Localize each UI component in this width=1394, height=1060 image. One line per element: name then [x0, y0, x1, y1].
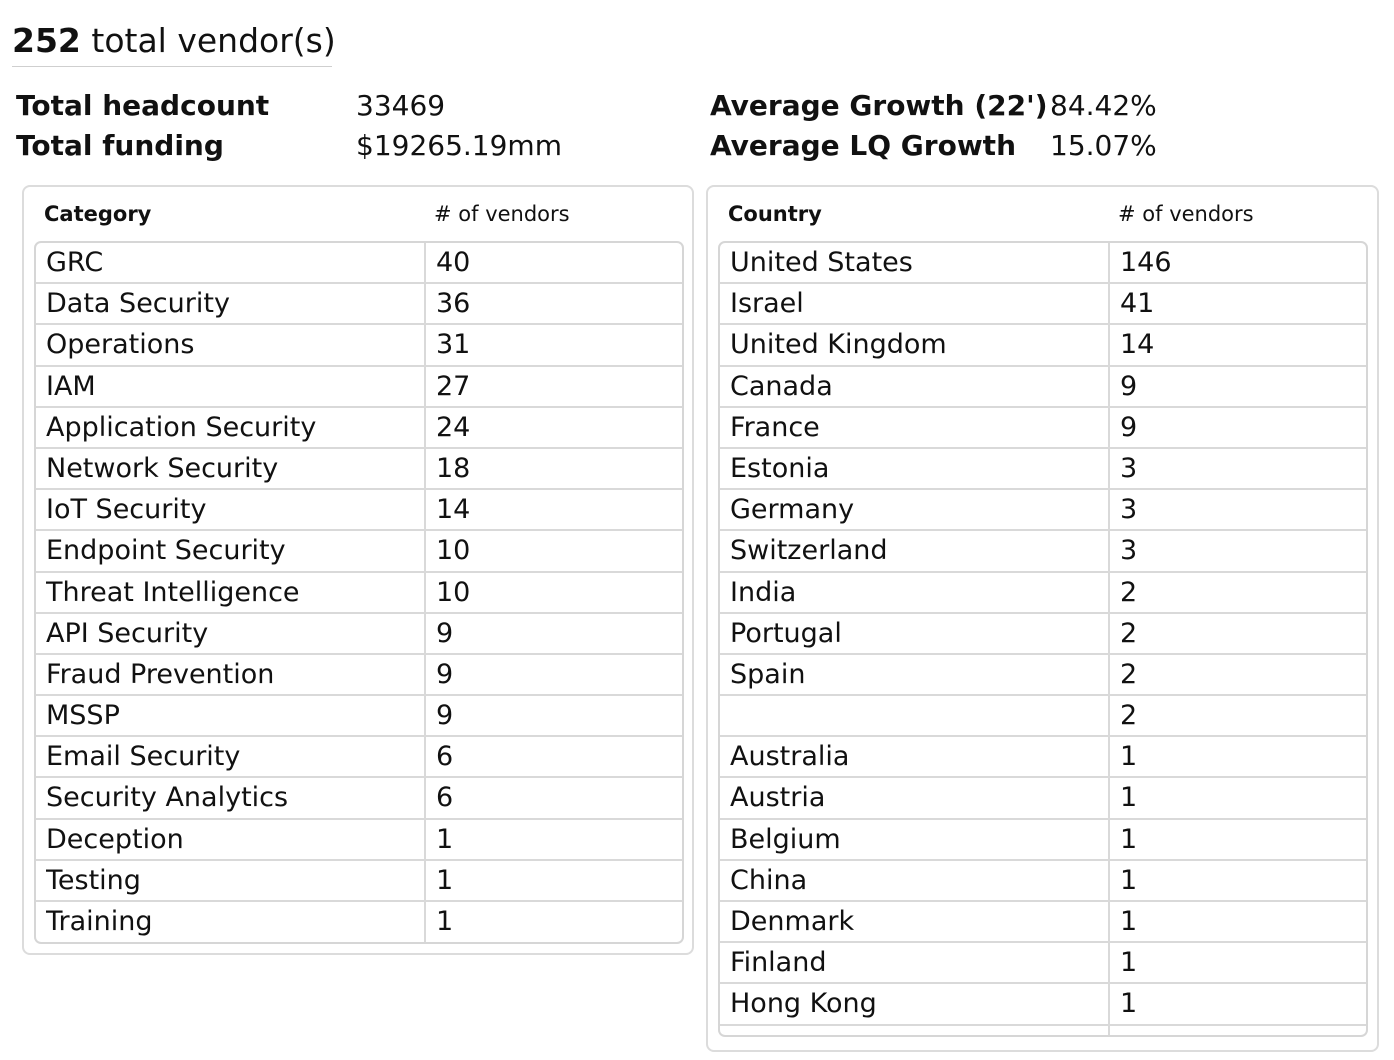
table-row — [36, 737, 682, 778]
table-row — [720, 778, 1366, 819]
column-divider — [1108, 449, 1110, 488]
table-row — [720, 614, 1366, 655]
row-count-cell: 18 — [436, 452, 471, 484]
row-name-cell: Email Security — [46, 741, 241, 773]
total-vendors-count: 252 — [12, 21, 81, 60]
row-count-cell: 1 — [1120, 782, 1138, 814]
row-name-cell: Canada — [730, 370, 833, 402]
table-row — [720, 861, 1366, 902]
row-count-cell: 1 — [1120, 741, 1138, 773]
row-name-cell: United States — [730, 247, 913, 278]
column-divider — [424, 325, 426, 364]
row-name-cell: France — [730, 411, 820, 443]
table-row — [36, 325, 682, 366]
table-row — [36, 696, 682, 737]
table-row — [36, 243, 682, 284]
column-divider — [424, 861, 426, 900]
row-name-cell: India — [730, 576, 797, 608]
column-divider — [424, 531, 426, 570]
country-count-column-header[interactable]: # of vendors — [1118, 202, 1254, 226]
column-divider — [424, 367, 426, 406]
row-count-cell: 9 — [1120, 411, 1138, 443]
column-divider — [1108, 902, 1110, 941]
row-count-cell: 6 — [436, 782, 454, 814]
row-count-cell: 31 — [436, 329, 471, 361]
row-count-cell: 14 — [436, 494, 471, 526]
total-vendors-heading — [12, 20, 336, 67]
row-count-cell: 36 — [436, 288, 471, 320]
column-divider — [1108, 943, 1110, 982]
row-count-cell: 1 — [436, 906, 454, 937]
row-name-cell: Israel — [730, 288, 804, 320]
country-column-header[interactable]: Country — [728, 202, 822, 226]
total-headcount-value: 33469 — [356, 89, 446, 122]
row-name-cell: Training — [46, 906, 153, 937]
table-row — [720, 531, 1366, 572]
row-count-cell: 146 — [1120, 247, 1172, 278]
row-name-cell: Network Security — [46, 452, 279, 484]
row-count-cell: 14 — [1120, 329, 1155, 361]
row-count-cell: 9 — [1120, 370, 1138, 402]
column-divider — [424, 902, 426, 943]
row-count-cell: 1 — [1120, 947, 1138, 979]
total-funding-label: Total funding — [16, 129, 224, 162]
row-count-cell: 10 — [436, 576, 471, 608]
row-name-cell: China — [730, 864, 808, 896]
row-count-cell: 3 — [1120, 452, 1138, 484]
column-divider — [424, 490, 426, 529]
column-divider — [1108, 861, 1110, 900]
country-panel — [706, 185, 1379, 1052]
column-divider — [424, 696, 426, 735]
row-name-cell: Australia — [730, 741, 850, 773]
row-count-cell: 3 — [1120, 535, 1138, 567]
row-name-cell: Data Security — [46, 288, 230, 320]
row-name-cell: Operations — [46, 329, 195, 361]
table-row — [36, 861, 682, 902]
column-divider — [1108, 820, 1110, 859]
column-divider — [424, 614, 426, 653]
row-name-cell: Deception — [46, 823, 184, 855]
column-divider — [1108, 325, 1110, 364]
row-count-cell: 1 — [436, 823, 454, 855]
column-divider — [424, 655, 426, 694]
row-count-cell: 9 — [436, 700, 454, 732]
table-row — [720, 984, 1366, 1025]
category-table — [34, 241, 684, 944]
row-name-cell: Finland — [730, 947, 827, 979]
column-divider — [424, 243, 426, 282]
total-funding-value: $19265.19mm — [356, 129, 562, 162]
column-divider — [1108, 696, 1110, 735]
average-growth-label: Average Growth (22') — [710, 89, 1048, 122]
column-divider — [1108, 284, 1110, 323]
row-count-cell: 27 — [436, 370, 471, 402]
row-count-cell: 2 — [1120, 700, 1138, 732]
category-panel — [22, 185, 694, 955]
column-divider — [424, 573, 426, 612]
column-divider — [1108, 737, 1110, 776]
column-divider — [1108, 531, 1110, 570]
column-divider — [1108, 614, 1110, 653]
row-name-cell — [730, 696, 1105, 735]
table-row — [36, 367, 682, 408]
column-divider — [1108, 408, 1110, 447]
row-count-cell: 10 — [436, 535, 471, 567]
table-row — [720, 902, 1366, 943]
row-name-cell: Austria — [730, 782, 826, 814]
row-name-cell: Germany — [730, 494, 855, 526]
average-growth-value: 84.42% — [1050, 89, 1157, 122]
column-divider — [1108, 573, 1110, 612]
total-vendors-label: total vendor(s) — [91, 21, 336, 60]
row-name-cell: Threat Intelligence — [46, 576, 300, 608]
category-column-header[interactable]: Category — [44, 202, 152, 226]
column-divider — [424, 778, 426, 817]
column-divider — [424, 408, 426, 447]
row-count-cell: 40 — [436, 247, 471, 278]
row-count-cell: 1 — [1120, 823, 1138, 855]
row-count-cell: 24 — [436, 411, 471, 443]
row-count-cell: 2 — [1120, 658, 1138, 690]
row-name-cell: IAM — [46, 370, 96, 402]
row-name-cell: Application Security — [46, 411, 317, 443]
table-row — [36, 614, 682, 655]
table-row — [720, 284, 1366, 325]
row-name-cell: Estonia — [730, 452, 830, 484]
column-divider — [424, 449, 426, 488]
column-divider — [1108, 778, 1110, 817]
table-row — [36, 655, 682, 696]
table-row — [720, 449, 1366, 490]
table-row — [720, 737, 1366, 778]
row-name-cell: API Security — [46, 617, 209, 649]
column-divider — [1108, 1026, 1110, 1037]
row-name-cell: MSSP — [46, 700, 120, 732]
table-row — [720, 943, 1366, 984]
row-name-cell: Endpoint Security — [46, 535, 286, 567]
row-name-cell: Portugal — [730, 617, 842, 649]
row-count-cell: 1 — [436, 864, 454, 896]
column-divider — [424, 284, 426, 323]
table-row — [720, 655, 1366, 696]
row-name-cell: United Kingdom — [730, 329, 947, 361]
table-row — [36, 902, 682, 943]
row-count-cell: 1 — [1120, 906, 1138, 937]
total-headcount-label: Total headcount — [16, 89, 270, 122]
row-name-cell: Belgium — [730, 823, 841, 855]
table-row — [36, 573, 682, 614]
average-lq-growth-value: 15.07% — [1050, 129, 1157, 162]
table-row — [36, 490, 682, 531]
table-row — [36, 531, 682, 572]
row-count-cell: 1 — [1120, 864, 1138, 896]
row-name-cell: Switzerland — [730, 535, 888, 567]
table-row — [36, 284, 682, 325]
table-row — [720, 696, 1366, 737]
column-divider — [424, 820, 426, 859]
table-row — [36, 408, 682, 449]
row-count-cell: 2 — [1120, 576, 1138, 608]
column-divider — [1108, 490, 1110, 529]
row-name-cell: Security Analytics — [46, 782, 289, 814]
category-count-column-header[interactable]: # of vendors — [434, 202, 570, 226]
table-row — [720, 1026, 1366, 1037]
row-count-cell: 1 — [1120, 988, 1138, 1020]
table-row — [720, 325, 1366, 366]
column-divider — [1108, 367, 1110, 406]
row-name-cell: Testing — [46, 864, 141, 896]
table-row — [720, 243, 1366, 284]
row-name-cell — [730, 1026, 1105, 1037]
column-divider — [1108, 655, 1110, 694]
table-row — [36, 778, 682, 819]
country-table[interactable] — [718, 241, 1368, 1037]
column-divider — [424, 737, 426, 776]
column-divider — [1108, 243, 1110, 282]
row-name-cell: Fraud Prevention — [46, 658, 275, 690]
row-name-cell: Spain — [730, 658, 806, 690]
row-name-cell: IoT Security — [46, 494, 207, 526]
row-name-cell: Denmark — [730, 906, 855, 937]
table-row — [720, 408, 1366, 449]
row-count-cell: 41 — [1120, 288, 1155, 320]
row-count-cell: 9 — [436, 658, 454, 690]
row-count-cell: 2 — [1120, 617, 1138, 649]
row-count-cell: 9 — [436, 617, 454, 649]
table-row — [720, 820, 1366, 861]
row-name-cell: Hong Kong — [730, 988, 877, 1020]
average-lq-growth-label: Average LQ Growth — [710, 129, 1017, 162]
row-name-cell: GRC — [46, 247, 104, 278]
table-row — [720, 490, 1366, 531]
table-row — [36, 820, 682, 861]
table-row — [720, 573, 1366, 614]
row-count-cell: 3 — [1120, 494, 1138, 526]
table-row — [720, 367, 1366, 408]
column-divider — [1108, 984, 1110, 1023]
row-count-cell — [1120, 1026, 1360, 1037]
row-count-cell: 6 — [436, 741, 454, 773]
table-row — [36, 449, 682, 490]
